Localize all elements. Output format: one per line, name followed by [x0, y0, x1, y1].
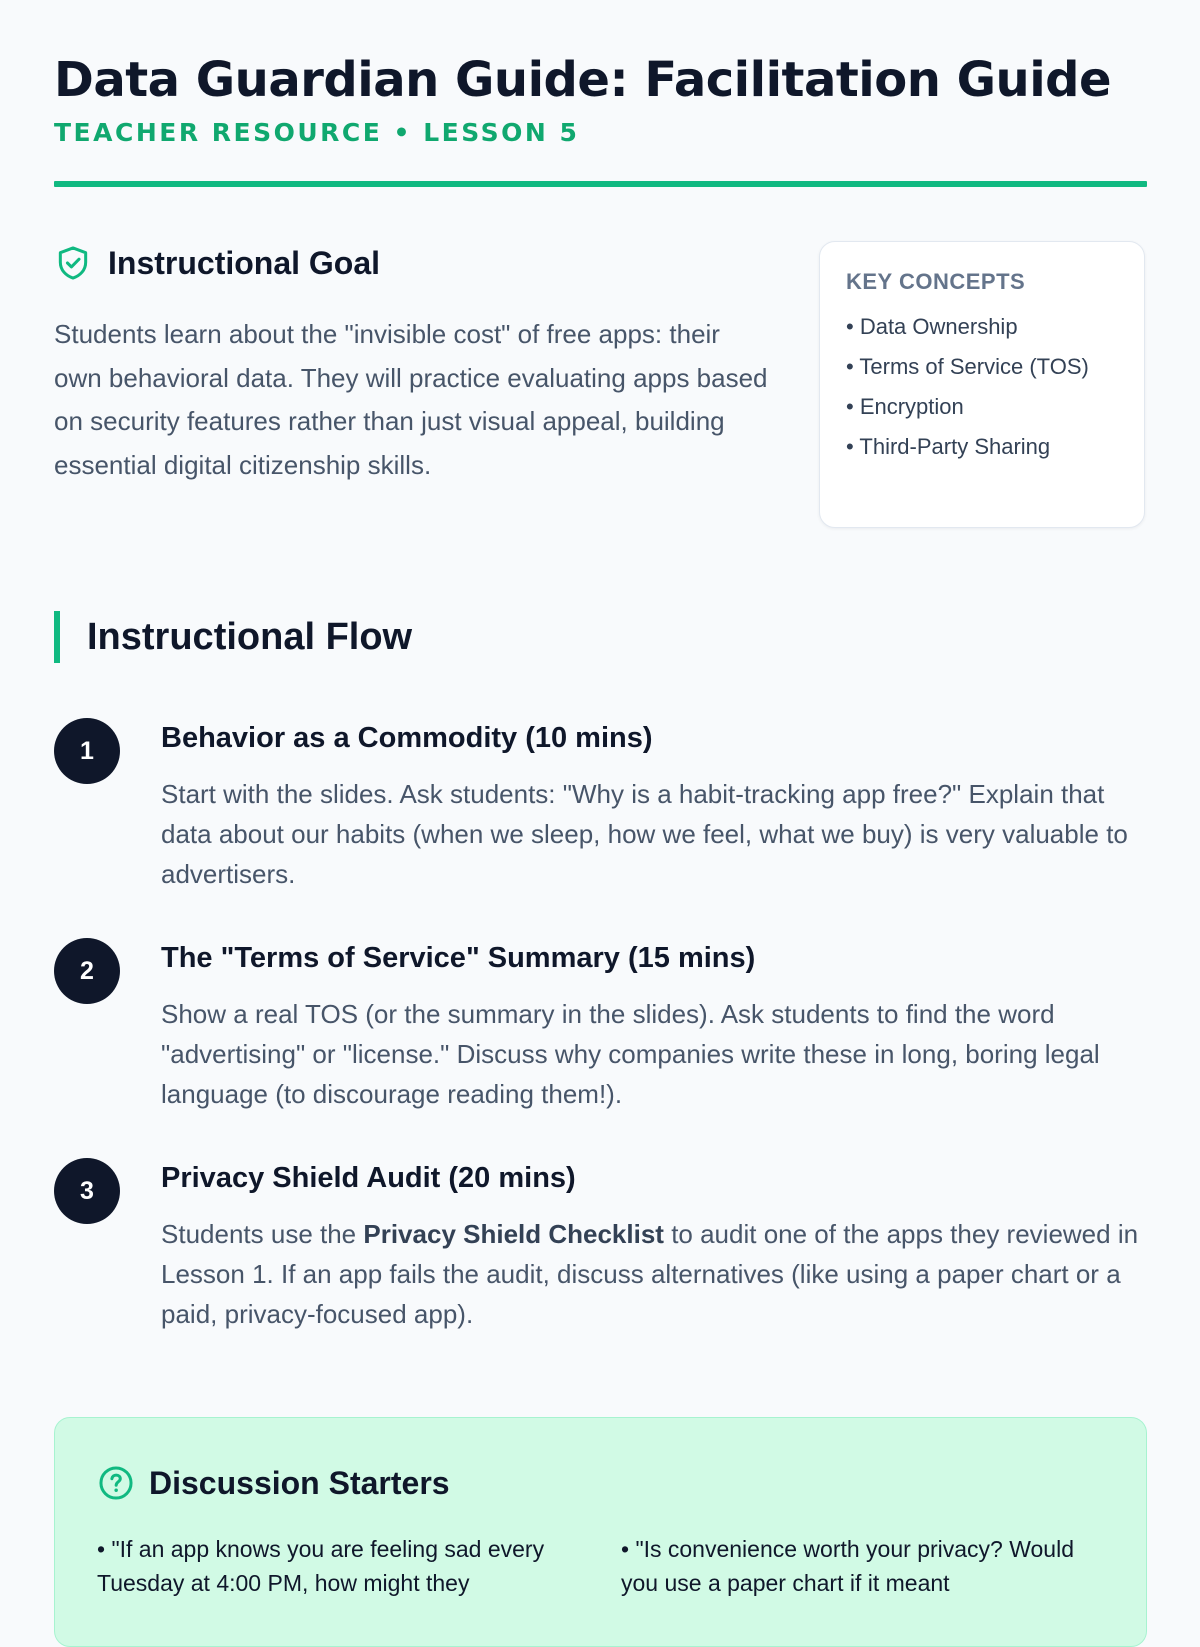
- key-concept-item: • Terms of Service (TOS): [846, 354, 1089, 379]
- key-concepts-card: [819, 241, 1145, 528]
- flow-heading: [54, 611, 412, 663]
- page-subtitle: TEACHER RESOURCE • LESSON 5: [54, 118, 580, 147]
- discussion-title: Discussion Starters: [149, 1464, 450, 1501]
- flow-accent-bar: [54, 611, 60, 663]
- question-circle-icon: [97, 1464, 135, 1502]
- goal-heading: [54, 244, 380, 282]
- goal-title: Instructional Goal: [108, 244, 381, 281]
- page-title: Data Guardian Guide: Facilitation Guide: [54, 52, 1112, 108]
- goal-description: Students learn about the "invisible cost" of free apps: their own behavioral data. They will practice evaluating apps based on security features rather than just visual appeal, building essential digital citizenship skills.: [54, 319, 768, 480]
- step-title: Privacy Shield Audit (20 mins): [161, 1162, 576, 1194]
- step-number-badge: 2: [54, 938, 120, 1004]
- discussion-heading: [97, 1464, 450, 1502]
- key-concept-item: • Data Ownership: [846, 314, 1018, 339]
- step-number-badge: 3: [54, 1158, 120, 1224]
- privacy-shield-checklist-ref: Privacy Shield Checklist: [363, 1219, 664, 1249]
- discussion-question: • "Is convenience worth your privacy? Would you use a paper chart if it meant: [621, 1536, 1075, 1596]
- step-number-badge: 1: [54, 718, 120, 784]
- step-text-before: Students use the: [161, 1219, 364, 1249]
- step-text-after: to audit one of the apps they reviewed in Lesson 1. If an app fails the audit, discuss alternatives (like using a paper chart or a paid, privacy-focused app).: [161, 1219, 1139, 1329]
- key-concepts-title: KEY CONCEPTS: [846, 269, 1026, 294]
- discussion-question: • "If an app knows you are feeling sad every Tuesday at 4:00 PM, how might they: [97, 1536, 545, 1596]
- key-concept-item: • Third-Party Sharing: [846, 434, 1051, 459]
- step-description: Show a real TOS (or the summary in the slides). Ask students to find the word "advertising" or "license." Discuss why companies write these in long, boring legal language (to discourage reading them!).: [161, 999, 1100, 1109]
- step-title: The "Terms of Service" Summary (15 mins): [161, 942, 756, 974]
- step-title: Behavior as a Commodity (10 mins): [161, 722, 653, 754]
- key-concept-item: • Encryption: [846, 394, 964, 419]
- key-concepts-list: [846, 311, 1118, 463]
- shield-check-icon: [54, 244, 92, 282]
- step-description: Start with the slides. Ask students: "Why is a habit-tracking app free?" Explain that data about our habits (when we sleep, how we feel, what we buy) is very valuable to advertisers.: [161, 779, 1128, 889]
- step-description: [161, 1214, 1151, 1334]
- discussion-starters-card: [54, 1417, 1147, 1647]
- flow-title: Instructional Flow: [87, 615, 413, 658]
- header-divider: [54, 181, 1147, 187]
